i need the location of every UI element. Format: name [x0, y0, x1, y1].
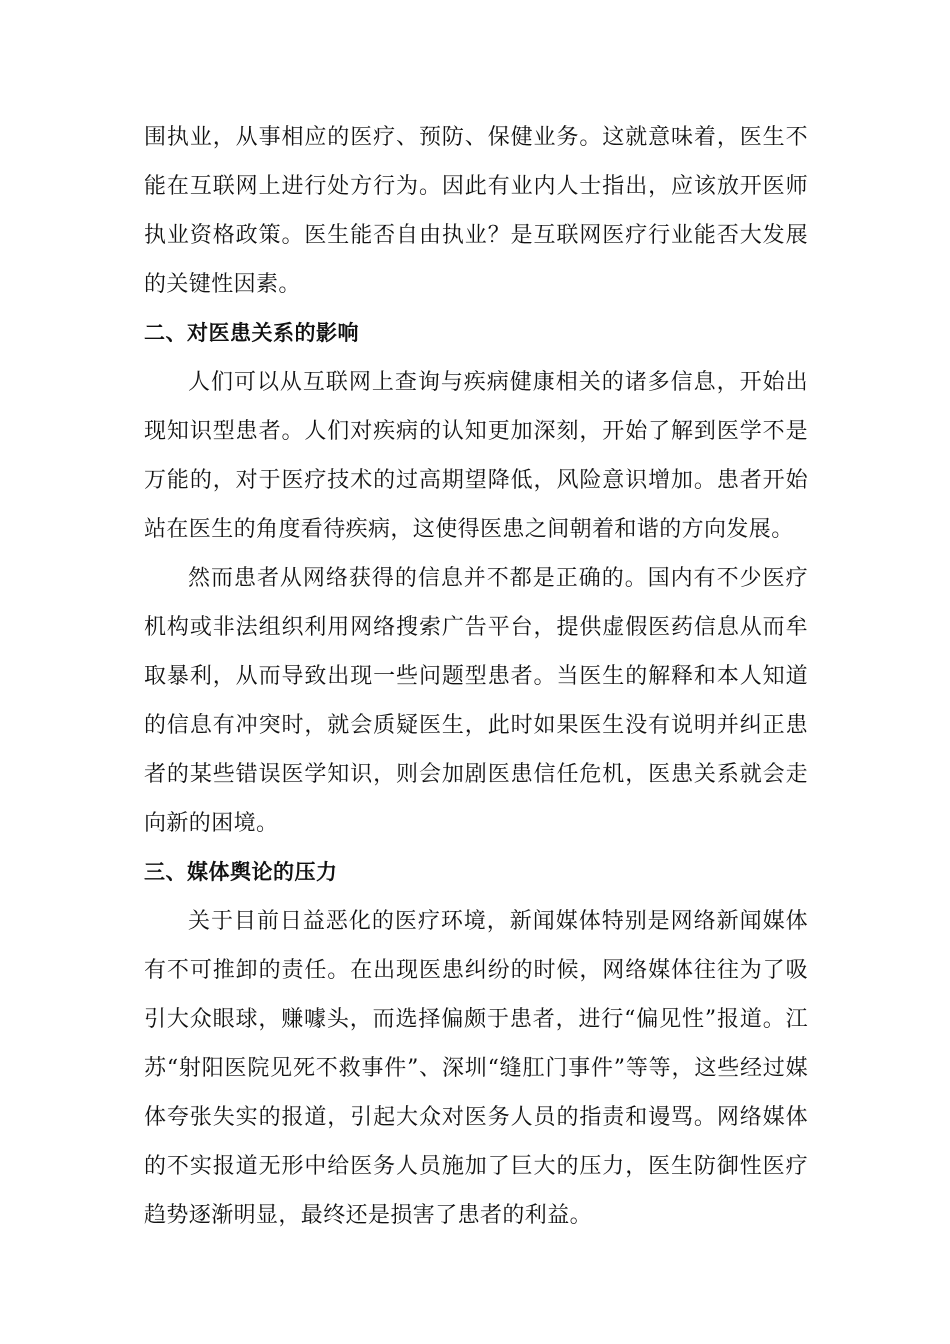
document-page: [144, 113, 808, 1240]
paragraph-media-responsibility: 关于目前日益恶化的医疗环境，新闻媒体特别是网络新闻媒体有不可推卸的责任。在出现医患纠纷的时候，网络媒体往往为了吸引大众眼球，赚噱头，而选择偏颇于患者，进行“偏见性”报道。江苏“射阳医院见死不救事件”、深圳“缝肛门事件”等等，这些经过媒体夸张失实的报道，引起大众对医务人员的指责和谩骂。网络媒体的不实报道无形中给医务人员施加了巨大的压力，医生防御性医疗趋势逐渐明显，最终还是损害了患者的利益。: [144, 909, 808, 1228]
section-heading-media-pressure: 三、媒体舆论的压力: [144, 860, 338, 884]
paragraph-knowledgeable-patients: 人们可以从互联网上查询与疾病健康相关的诸多信息，开始出现知识型患者。人们对疾病的认知更加深刻，开始了解到医学不是万能的，对于医疗技术的过高期望降低，风险意识增加。患者开始站在医生的角度看待疾病，这使得医患之间朝着和谐的方向发展。: [144, 370, 808, 542]
paragraph-continuation: 围执业，从事相应的医疗、预防、保健业务。这就意味着，医生不能在互联网上进行处方行为。因此有业内人士指出，应该放开医师执业资格政策。医生能否自由执业？是互联网医疗行业能否大发展的关键性因素。: [144, 125, 808, 297]
section-heading-doctor-patient: 二、对医患关系的影响: [144, 321, 359, 345]
paragraph-false-information: 然而患者从网络获得的信息并不都是正确的。国内有不少医疗机构或非法组织利用网络搜索广告平台，提供虚假医药信息从而牟取暴利，从而导致出现一些问题型患者。当医生的解释和本人知道的信息有冲突时，就会质疑医生，此时如果医生没有说明并纠正患者的某些错误医学知识，则会加剧医患信任危机，医患关系就会走向新的困境。: [144, 566, 808, 836]
